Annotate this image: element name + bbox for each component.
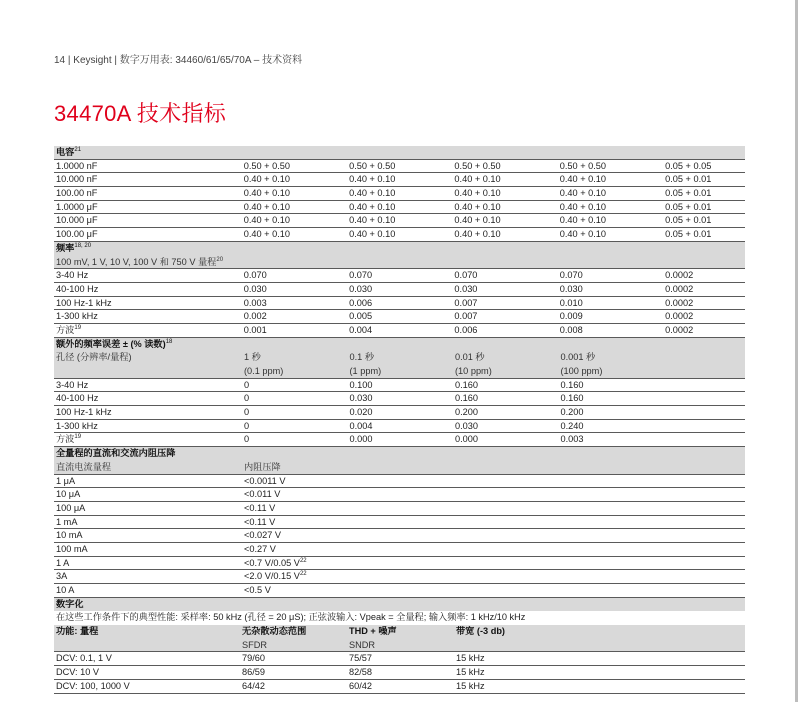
- table-cell: 64/42: [242, 680, 265, 691]
- table-cell: 0.006: [454, 324, 478, 335]
- table-cell: 0.240: [560, 420, 584, 431]
- table-cell: 0.005: [349, 311, 373, 322]
- extra-error-row: [54, 392, 745, 406]
- table-cell: 10 μA: [56, 489, 81, 500]
- table-cell: 0.070: [454, 270, 478, 281]
- table-cell: 0.003: [560, 434, 584, 445]
- table-cell: 100 Hz-1 kHz: [56, 297, 112, 308]
- capacitance-row: [54, 160, 745, 174]
- capacitance-row: [54, 201, 745, 215]
- table-cell: 0.007: [454, 297, 478, 308]
- table-cell: 0.40 + 0.10: [559, 229, 606, 240]
- table-cell: 0.50 + 0.50: [559, 160, 606, 171]
- burden-row: [54, 516, 745, 530]
- frequency-row: [54, 310, 745, 324]
- table-cell: 75/57: [349, 653, 372, 664]
- table-cell: 0.40 + 0.10: [454, 215, 501, 226]
- table-cell: 方波$^{19}$: [56, 324, 82, 335]
- table-cell: 0.160: [455, 393, 478, 404]
- table-cell: 0.05 + 0.01: [665, 215, 712, 226]
- section-frequency: 频率$^{18, 20}$: [54, 242, 745, 256]
- frequency-row: [54, 324, 745, 338]
- table-cell: 0.50 + 0.50: [243, 160, 290, 171]
- table-cell: 0: [244, 434, 250, 445]
- table-cell: 0.40 + 0.10: [349, 174, 396, 185]
- frequency-subtitle: 100 mV, 1 V, 10 V, 100 V 和 750 V 量程$^{20}$: [54, 256, 745, 270]
- table-cell: 1 μA: [56, 475, 76, 486]
- table-cell: 方波$^{19}$: [56, 434, 82, 445]
- table-cell: <0.0011 V: [244, 475, 286, 486]
- table-cell: 0.05 + 0.01: [665, 229, 712, 240]
- table-cell: DCV: 10 V: [56, 667, 100, 678]
- table-cell: 82/58: [349, 667, 372, 678]
- capacitance-row: [54, 228, 745, 242]
- table-cell: 0.003: [243, 297, 267, 308]
- page-header: 14 | Keysight | 数字万用表: 34460/61/65/70A – 技术资料: [54, 55, 303, 66]
- table-cell: 0.070: [559, 270, 583, 281]
- table-cell: 0.40 + 0.10: [243, 229, 290, 240]
- table-cell: 1.0000 nF: [56, 160, 98, 171]
- digitizing-conditions: 在这些工作条件下的典型性能: 采样率: 50 kHz (孔径 = 20 μS); 正弦波输入: Vpeak = 全量程; 输入频率: 1 kHz/10 kHz: [56, 612, 526, 623]
- table-cell: 0.000: [455, 434, 478, 445]
- table-cell: 0.006: [349, 297, 373, 308]
- page-title: 34470A 技术指标: [54, 101, 227, 126]
- table-cell: 0.50 + 0.50: [349, 160, 396, 171]
- table-cell: <0.27 V: [244, 543, 276, 554]
- table-cell: 15 kHz: [456, 667, 485, 678]
- extra-error-header-1: 孔径 (分辨率/量程) 1 秒 0.1 秒 0.01 秒 0.001 秒: [54, 351, 745, 365]
- table-cell: 0: [244, 407, 250, 418]
- table-cell: 0.40 + 0.10: [349, 229, 396, 240]
- extra-error-header-2: (0.1 ppm) (1 ppm) (10 ppm) (100 ppm): [54, 365, 745, 379]
- table-cell: 0.070: [243, 270, 267, 281]
- table-cell: 0.40 + 0.10: [454, 188, 501, 199]
- table-cell: 0.05 + 0.01: [665, 201, 712, 212]
- table-cell: 1 A: [56, 557, 70, 568]
- section-burden-voltage: 全量程的直流和交流内阻压降: [54, 447, 745, 461]
- table-cell: 0.000: [349, 434, 373, 445]
- table-cell: 0.160: [560, 393, 584, 404]
- table-cell: 0.40 + 0.10: [349, 215, 396, 226]
- table-cell: 0.030: [454, 283, 478, 294]
- digitizing-header-1: 功能: 量程 无杂散动态范围 THD + 噪声 带宽 (-3 db): [54, 625, 745, 639]
- burden-row: [54, 557, 745, 571]
- section-digitizing: 数字化: [54, 598, 745, 612]
- table-cell: 0.100: [349, 379, 373, 390]
- digitizing-row: [54, 652, 745, 666]
- table-cell: <0.11 V: [244, 502, 276, 513]
- burden-row: [54, 502, 745, 516]
- table-cell: 0.40 + 0.10: [349, 188, 396, 199]
- extra-error-row: [54, 379, 745, 393]
- table-cell: 0.160: [455, 379, 478, 390]
- table-cell: 100 μA: [56, 502, 86, 513]
- table-cell: 0.05 + 0.05: [665, 160, 712, 171]
- table-cell: 0.0002: [665, 270, 694, 281]
- table-cell: 0.030: [455, 420, 478, 431]
- section-capacitance: 电容$^{21}$: [54, 146, 745, 160]
- table-cell: 100 mA: [56, 543, 88, 554]
- table-cell: 0.002: [243, 311, 267, 322]
- table-cell: 0.200: [455, 407, 478, 418]
- table-cell: 0.070: [349, 270, 373, 281]
- table-cell: 0.007: [454, 311, 478, 322]
- table-cell: 79/60: [242, 653, 265, 664]
- table-cell: 0.40 + 0.10: [454, 201, 501, 212]
- capacitance-row: [54, 187, 745, 201]
- table-cell: <0.011 V: [244, 489, 281, 500]
- table-cell: 0.40 + 0.10: [559, 215, 606, 226]
- table-cell: 0.008: [559, 324, 583, 335]
- table-cell: <0.027 V: [244, 530, 282, 541]
- table-cell: 1.0000 μF: [56, 201, 98, 212]
- frequency-row: [54, 297, 745, 311]
- burden-header: 直流电流量程 内阻压降: [54, 461, 745, 475]
- table-cell: 0.40 + 0.10: [349, 201, 396, 212]
- capacitance-row: [54, 173, 745, 187]
- table-cell: <2.0 V/0.15 $V^{22}$: [244, 571, 307, 582]
- burden-row: [54, 488, 745, 502]
- table-cell: 0: [244, 379, 250, 390]
- spec-table: [54, 146, 745, 694]
- table-cell: 0.0002: [665, 324, 694, 335]
- extra-error-row: [54, 433, 745, 447]
- table-cell: 10.000 nF: [56, 174, 98, 185]
- table-cell: 100.00 nF: [56, 188, 98, 199]
- table-cell: <0.7 V/0.05 $V^{22}$: [244, 557, 307, 568]
- table-cell: 0.05 + 0.01: [665, 188, 712, 199]
- table-cell: 0.40 + 0.10: [559, 174, 606, 185]
- table-cell: 0: [244, 393, 250, 404]
- frequency-row: [54, 269, 745, 283]
- table-cell: 0.0002: [665, 311, 694, 322]
- burden-row: [54, 584, 745, 598]
- table-cell: 0.40 + 0.10: [454, 174, 501, 185]
- digitizing-header-2: SFDR SNDR: [54, 639, 745, 653]
- table-cell: 0.40 + 0.10: [243, 215, 290, 226]
- table-cell: 0.05 + 0.01: [665, 174, 712, 185]
- table-cell: 40-100 Hz: [56, 283, 99, 294]
- table-cell: 0.40 + 0.10: [454, 229, 501, 240]
- table-cell: 100 Hz-1 kHz: [56, 407, 112, 418]
- table-cell: 15 kHz: [456, 680, 485, 691]
- digitizing-row: [54, 680, 745, 694]
- table-cell: 86/59: [242, 667, 265, 678]
- table-cell: 0.160: [560, 379, 584, 390]
- section-extra-frequency-error: 额外的频率误差 ± (% 读数)$^{18}$: [54, 338, 745, 352]
- table-cell: 0.40 + 0.10: [559, 201, 606, 212]
- table-cell: 0.030: [243, 283, 267, 294]
- frequency-row: [54, 283, 745, 297]
- capacitance-row: [54, 214, 745, 228]
- table-cell: 0.50 + 0.50: [454, 160, 501, 171]
- table-cell: DCV: 0.1, 1 V: [56, 653, 112, 664]
- table-cell: 0.40 + 0.10: [243, 174, 290, 185]
- extra-error-row: [54, 406, 745, 420]
- table-cell: <0.11 V: [244, 516, 276, 527]
- table-cell: 3-40 Hz: [56, 379, 89, 390]
- table-cell: 3-40 Hz: [56, 270, 89, 281]
- table-cell: 0.40 + 0.10: [559, 188, 606, 199]
- table-cell: 10 A: [56, 585, 75, 595]
- burden-row: [54, 529, 745, 543]
- table-cell: 10 mA: [56, 530, 83, 541]
- table-cell: 0.200: [560, 407, 584, 418]
- table-cell: 0.40 + 0.10: [243, 188, 290, 199]
- table-cell: 0.004: [349, 420, 373, 431]
- table-cell: 0: [244, 420, 250, 431]
- burden-row: [54, 543, 745, 557]
- table-cell: 0.40 + 0.10: [243, 201, 290, 212]
- table-cell: 1 mA: [56, 516, 78, 527]
- table-cell: 1-300 kHz: [56, 311, 98, 322]
- table-cell: 100.00 μF: [56, 229, 98, 240]
- table-cell: 0.030: [349, 393, 373, 404]
- table-cell: 0.001: [243, 324, 267, 335]
- table-cell: 0.030: [349, 283, 373, 294]
- table-cell: 0.030: [559, 283, 583, 294]
- table-cell: 0.010: [559, 297, 583, 308]
- table-cell: DCV: 100, 1000 V: [56, 680, 130, 691]
- table-cell: 15 kHz: [456, 653, 485, 664]
- digitizing-row: [54, 666, 745, 680]
- table-cell: 10.000 μF: [56, 215, 98, 226]
- table-cell: 0.009: [559, 311, 583, 322]
- table-cell: 0.0002: [665, 283, 694, 294]
- table-cell: 3A: [56, 571, 68, 582]
- table-cell: <0.5 V: [244, 585, 271, 595]
- table-cell: 40-100 Hz: [56, 393, 99, 404]
- burden-row: [54, 570, 745, 584]
- extra-error-row: [54, 420, 745, 434]
- table-cell: 60/42: [349, 680, 372, 691]
- table-cell: 0.004: [349, 324, 373, 335]
- table-cell: 1-300 kHz: [56, 420, 98, 431]
- table-cell: 0.0002: [665, 297, 694, 308]
- table-cell: 0.020: [349, 407, 373, 418]
- burden-row: [54, 475, 745, 489]
